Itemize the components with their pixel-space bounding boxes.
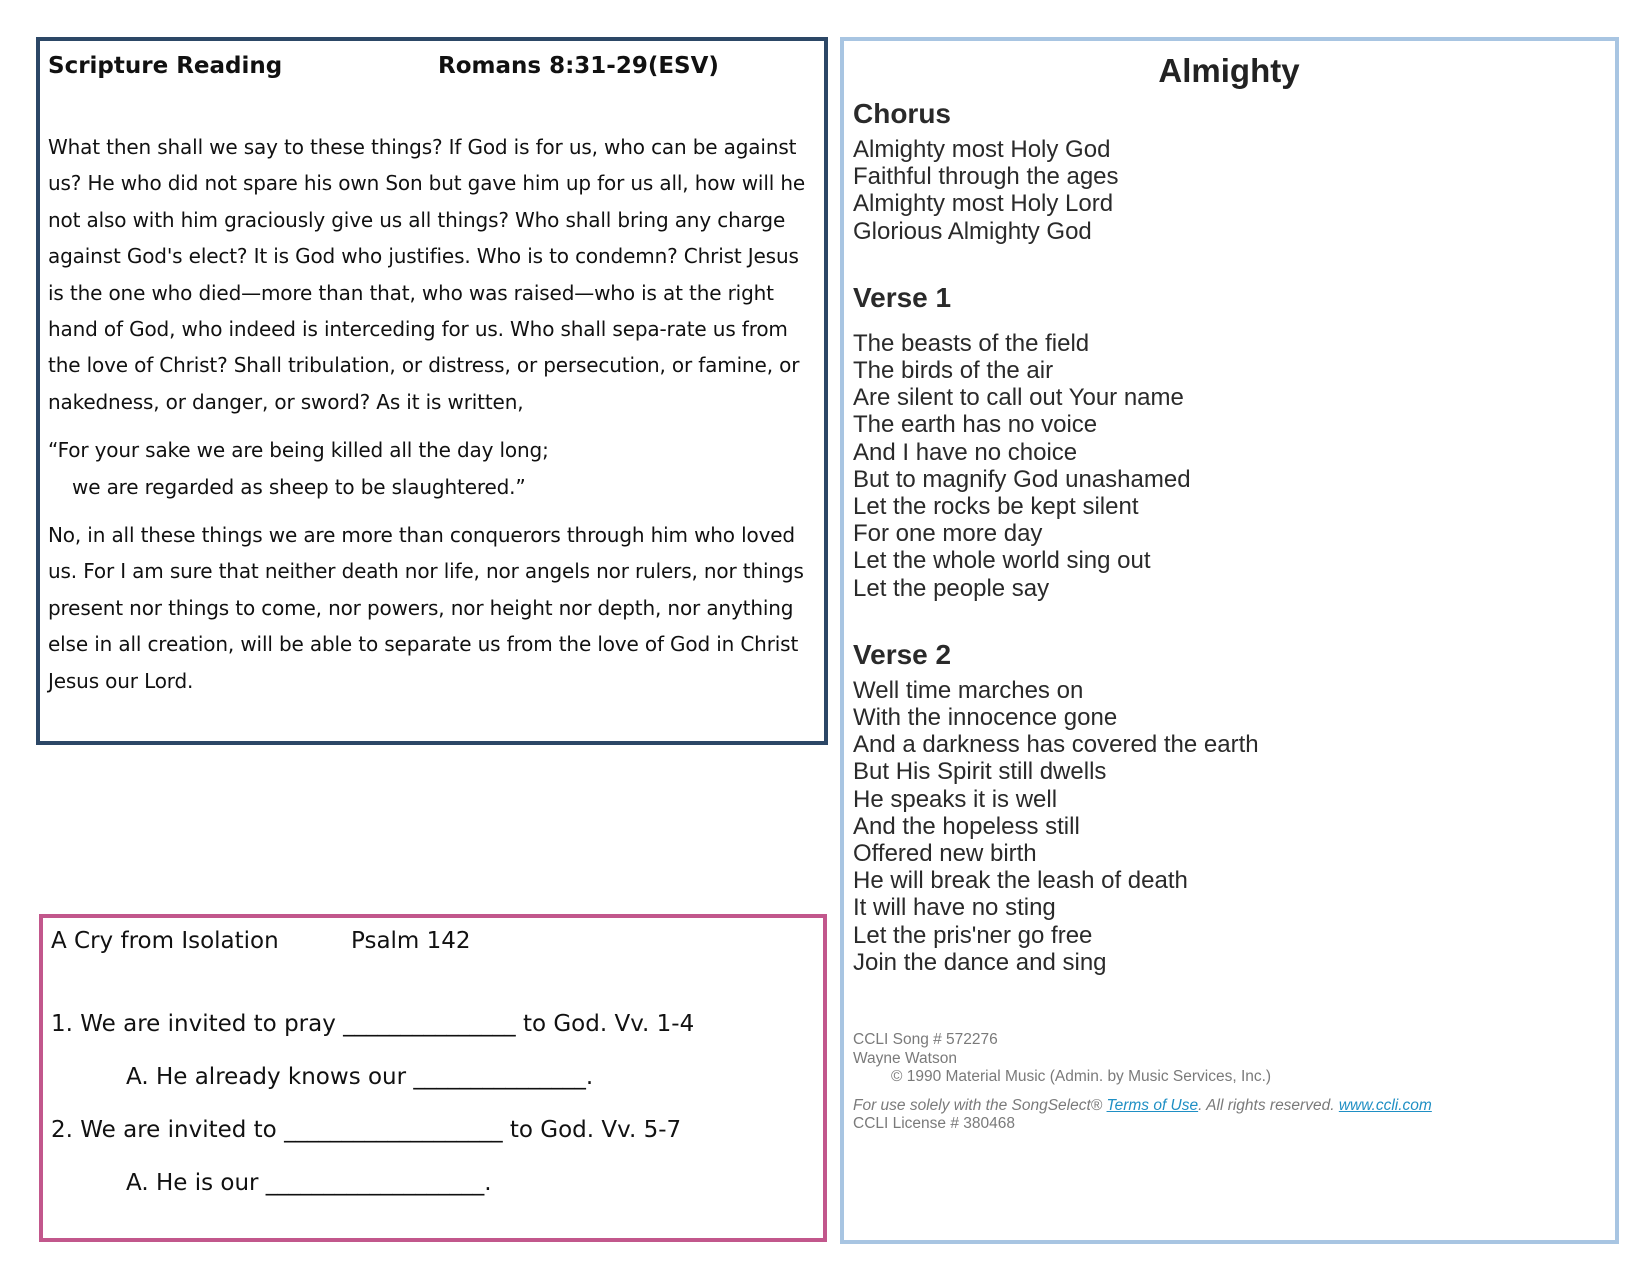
lyric-line: It will have no sting: [853, 894, 1056, 922]
usage-block: [853, 1097, 1605, 1134]
usage-prefix: For use solely with the SongSelect®: [853, 1096, 1107, 1114]
scripture-reference: Romans 8:31-29(ESV): [438, 53, 719, 79]
verse-1-heading: Verse 1: [853, 281, 952, 313]
notes-point-2: 2. We are invited to ___________________ to God. Vv. 5-7: [51, 1117, 682, 1143]
song-lyrics-box: [840, 37, 1619, 1244]
lyric-line: He speaks it is well: [853, 785, 1058, 813]
lyric-line: Offered new birth: [853, 840, 1037, 868]
scripture-paragraph-1: What then shall we say to these things? If God is for us, who can be against us? He who did not spare his own Son but gave him up for us all, how will he not also with him graciously give us all things? Who shall bring any charge against God's elect? It is God who justifies. Who is to condemn? Christ Jesus is the one who died—more than that, who was raised—who is at the right hand of God, who indeed is interceding for us. Who shall sepa-rate us from the love of Christ? Shall tribulation, or distress, or persecution, or famine, or nakedness, or danger, or sword? As it is written,: [48, 135, 806, 414]
lyric-line: And a darkness has covered the earth: [853, 731, 1259, 759]
usage-statement: [853, 1097, 1605, 1116]
lyric-line: But to magnify God unashamed: [853, 465, 1191, 493]
verse-2-heading: Verse 2: [853, 638, 952, 670]
lyric-line: But His Spirit still dwells: [853, 758, 1107, 786]
chorus-lines: [853, 136, 1605, 245]
lyric-line: He will break the leash of death: [853, 867, 1188, 895]
scripture-reading-box: [36, 37, 828, 745]
notes-subpoint-1a: A. He already knows our _______________.: [126, 1064, 594, 1090]
lyric-line: Let the rocks be kept silent: [853, 493, 1139, 521]
song-title: Almighty: [1158, 52, 1300, 89]
chorus-heading: Chorus: [853, 98, 951, 129]
scripture-quote: [48, 432, 818, 505]
lyric-line: Join the dance and sing: [853, 948, 1107, 976]
lyric-line: Let the people say: [853, 574, 1050, 602]
scripture-paragraph-2: No, in all these things we are more than conquerors through him who loved us. For I am sure that neither death nor life, nor angels nor rulers, nor things present nor things to come, nor powers, nor height nor depth, nor anything else in all creation, will be able to separate us from the love of God in Christ Jesus our Lord.: [48, 523, 804, 693]
terms-of-use-link[interactable]: Terms of Use: [1106, 1096, 1199, 1114]
lyric-line: And I have no choice: [853, 438, 1078, 466]
scripture-title: Scripture Reading: [48, 53, 283, 79]
notes-subpoint-2a: A. He is our ___________________.: [126, 1170, 492, 1196]
lyric-line: Well time marches on: [853, 676, 1084, 704]
lyric-line: And the hopeless still: [853, 812, 1080, 840]
sermon-notes-box: [39, 914, 827, 1242]
song-publisher: © 1990 Material Music (Admin. by Music Services, Inc.): [891, 1068, 1272, 1086]
lyric-line: Almighty most Holy Lord: [853, 190, 1114, 218]
copyright-block: [853, 1031, 1605, 1087]
lyric-line: Glorious Almighty God: [853, 217, 1092, 245]
lyric-line: The earth has no voice: [853, 411, 1098, 439]
notes-header: [51, 924, 815, 964]
scripture-text: [48, 129, 818, 699]
scripture-header: [48, 49, 818, 87]
lyric-line: Faithful through the ages: [853, 163, 1119, 191]
lyric-line: Almighty most Holy God: [853, 136, 1111, 163]
usage-middle: . All rights reserved.: [1198, 1096, 1339, 1114]
lyric-line: Let the pris'ner go free: [853, 921, 1093, 949]
lyric-line: For one more day: [853, 520, 1043, 548]
notes-reference: Psalm 142: [351, 928, 471, 954]
lyric-line: The beasts of the field: [853, 329, 1090, 357]
notes-point-1: 1. We are invited to pray _______________ to God. Vv. 1-4: [51, 1011, 695, 1037]
lyric-line: The birds of the air: [853, 357, 1054, 385]
ccli-website-link[interactable]: www.ccli.com: [1338, 1096, 1432, 1114]
lyric-line: Let the whole world sing out: [853, 547, 1151, 575]
scripture-quote-line-2: we are regarded as sheep to be slaughtered.”: [72, 474, 526, 499]
lyric-line: Are silent to call out Your name: [853, 384, 1184, 412]
verse-2-lines: [853, 677, 1605, 976]
notes-list: [51, 998, 815, 1210]
notes-title: A Cry from Isolation: [51, 928, 279, 954]
lyric-line: With the innocence gone: [853, 704, 1118, 732]
ccli-song-number: CCLI Song # 572276: [853, 1031, 998, 1049]
scripture-quote-line-1: “For your sake we are being killed all the day long;: [48, 438, 549, 463]
ccli-license-number: CCLI License # 380468: [853, 1115, 1016, 1133]
verse-1-lines: [853, 330, 1605, 602]
song-author: Wayne Watson: [853, 1049, 957, 1067]
